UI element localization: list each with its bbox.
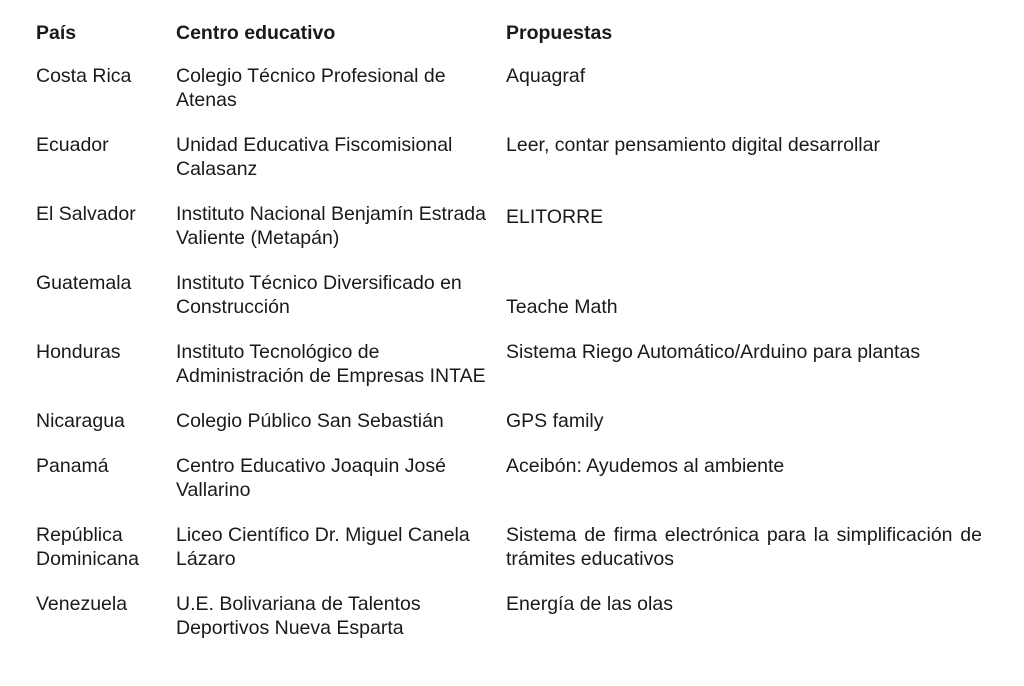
proposal-cell: Aceibón: Ayudemos al ambiente — [506, 455, 785, 477]
country-cell: República Dominicana — [36, 524, 139, 570]
proposal-cell: GPS family — [506, 410, 604, 432]
proposals-table — [36, 20, 986, 661]
country-cell: El Salvador — [36, 203, 136, 225]
proposal-cell: ELITORRE — [506, 206, 604, 228]
country-cell: Venezuela — [36, 593, 128, 615]
school-cell: Colegio Público San Sebastián — [176, 410, 444, 432]
school-cell: U.E. Bolivariana de Talentos Deportivos Nueva Esparta — [176, 593, 421, 639]
country-cell: Panamá — [36, 455, 109, 477]
proposal-cell: Leer, contar pensamiento digital desarrollar — [506, 134, 880, 156]
country-cell: Honduras — [36, 341, 121, 363]
proposal-cell: Aquagraf — [506, 65, 586, 87]
country-cell: Costa Rica — [36, 65, 132, 87]
school-cell: Instituto Tecnológico de Administración de Empresas INTAE — [176, 341, 486, 387]
header-country: País — [36, 22, 77, 44]
country-cell: Nicaragua — [36, 410, 125, 432]
header-school: Centro educativo — [176, 22, 336, 44]
school-cell: Colegio Técnico Profesional de Atenas — [176, 65, 446, 111]
school-cell: Unidad Educativa Fiscomisional Calasanz — [176, 134, 453, 180]
header-proposals: Propuestas — [506, 22, 613, 44]
table-row — [36, 202, 986, 271]
table-row — [36, 409, 986, 454]
table-row — [36, 454, 986, 523]
table-row — [36, 133, 986, 202]
country-cell: Ecuador — [36, 134, 109, 156]
country-cell: Guatemala — [36, 272, 132, 294]
proposal-cell: Energía de las olas — [506, 593, 673, 615]
school-cell: Instituto Nacional Benjamín Estrada Valiente (Metapán) — [176, 203, 487, 249]
table-row — [36, 64, 986, 133]
table-row — [36, 523, 986, 592]
school-cell: Instituto Técnico Diversificado en Construcción — [176, 272, 462, 318]
proposal-cell: Teache Math — [506, 296, 618, 318]
table-row — [36, 592, 986, 661]
table-header-row — [36, 20, 986, 64]
proposal-cell: Sistema Riego Automático/Arduino para plantas — [506, 341, 921, 363]
proposal-cell: Sistema de firma electrónica para la simplificación de trámites educativos — [506, 524, 982, 570]
table-row — [36, 340, 986, 409]
school-cell: Liceo Científico Dr. Miguel Canela Lázaro — [176, 524, 470, 570]
school-cell: Centro Educativo Joaquin José Vallarino — [176, 455, 446, 501]
table-row — [36, 271, 986, 340]
